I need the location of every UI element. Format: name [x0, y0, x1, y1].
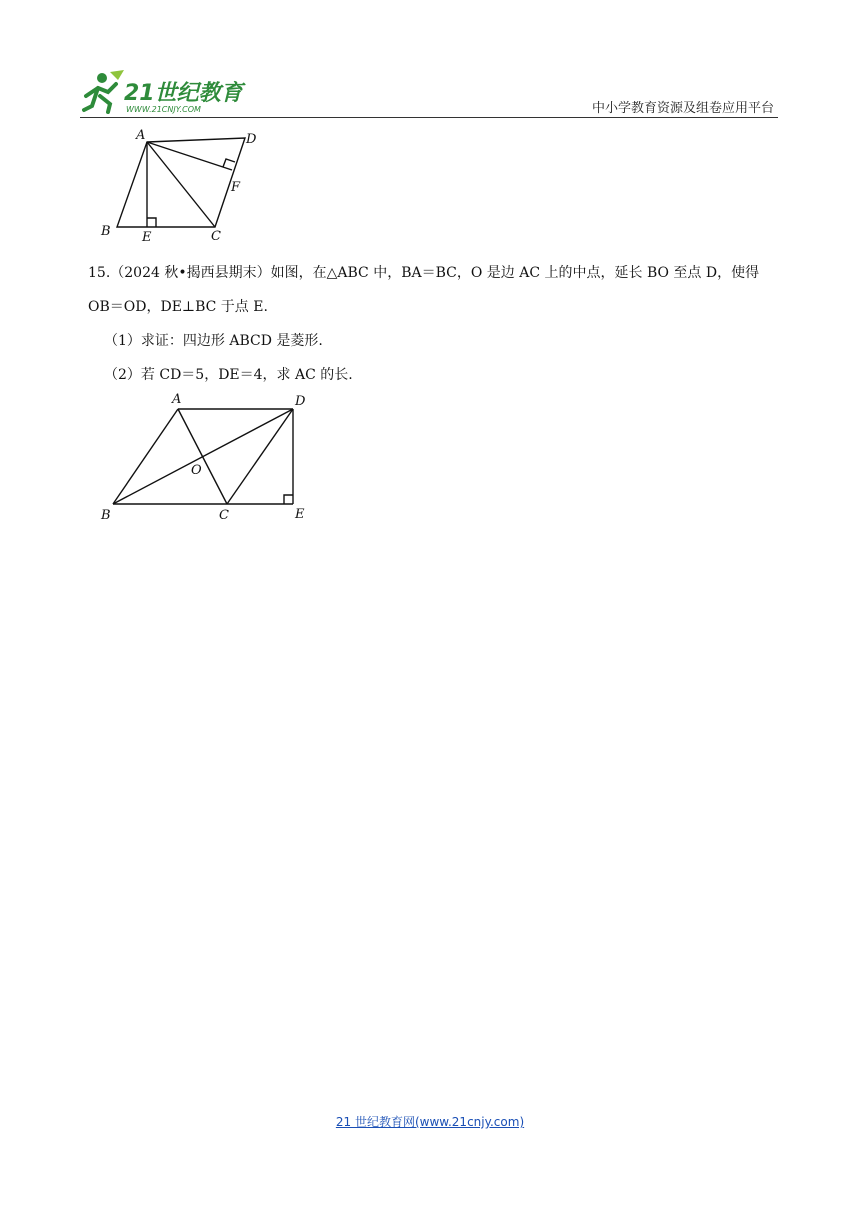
- fig2-label-e: E: [295, 507, 305, 522]
- svg-text:WWW.21CNJY.COM: WWW.21CNJY.COM: [126, 105, 201, 114]
- problem-15-line-1: 15.（2024 秋•揭西县期末）如图，在△ABC 中，BA＝BC，O 是边 AC 上的中点，延长 BO 至点 D，使得: [88, 265, 760, 281]
- header-divider: [80, 117, 778, 118]
- svg-text:21世纪教育: 21世纪教育: [124, 81, 243, 106]
- fig2-label-d: D: [295, 394, 306, 409]
- footer-link[interactable]: 21 世纪教育网(www.21cnjy.com): [335, 1115, 525, 1129]
- figure-1: [98, 125, 268, 247]
- fig1-label-c: C: [211, 229, 221, 244]
- fig2-label-o: O: [191, 463, 202, 478]
- problem-15-question-1: （1）求证：四边形 ABCD 是菱形.: [104, 333, 323, 349]
- fig2-label-c: C: [219, 508, 229, 523]
- fig1-label-a: A: [136, 128, 146, 143]
- fig1-label-d: D: [246, 132, 257, 147]
- fig1-label-f: F: [231, 180, 241, 195]
- platform-title: 中小学教育资源及组卷应用平台: [591, 101, 774, 116]
- fig2-label-b: B: [101, 508, 111, 523]
- logo-graphic: [80, 66, 252, 116]
- problem-15-question-2: （2）若 CD＝5，DE＝4，求 AC 的长.: [104, 367, 353, 383]
- fig1-label-e: E: [142, 230, 152, 245]
- fig2-label-a: A: [172, 392, 182, 407]
- problem-15-line-2: OB＝OD，DE⊥BC 于点 E.: [88, 299, 268, 315]
- footer: [0, 1113, 860, 1130]
- fig1-label-b: B: [101, 224, 111, 239]
- logo: [80, 66, 252, 116]
- figure-2: [96, 388, 316, 523]
